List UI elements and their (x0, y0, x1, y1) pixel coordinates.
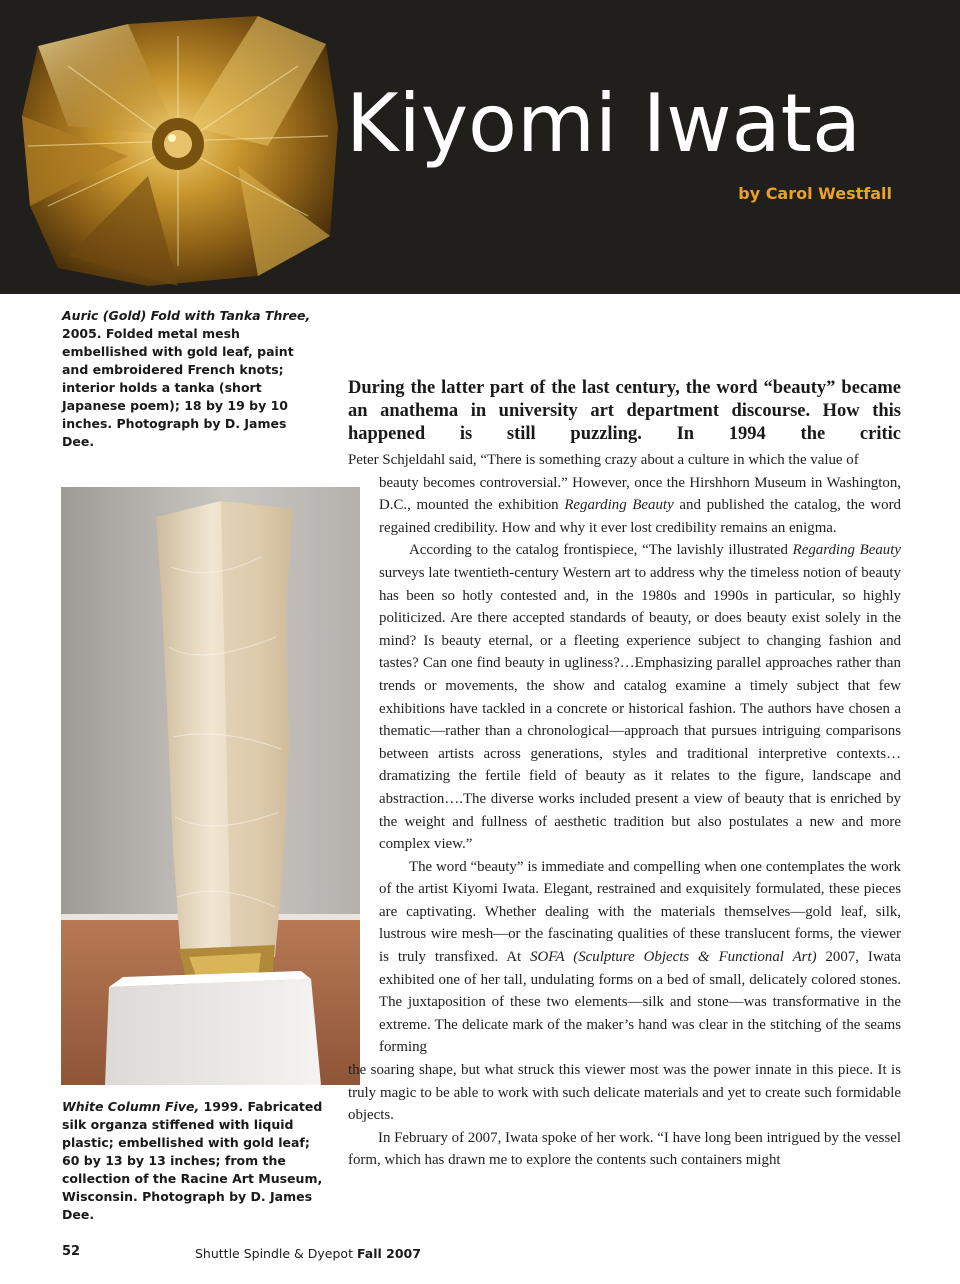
caption-text: 2005. Folded metal mesh embellished with gold leaf, paint and embroidered French knots; interior holds a tanka (short Japanese poem); 18 by 19 by 10 inches. Photograph by D. James Dee. (62, 326, 294, 449)
publication-name: Shuttle Spindle & Dyepot (195, 1246, 353, 1261)
exhibition-title: Regarding Beauty (564, 497, 674, 514)
body-paragraph (348, 449, 901, 472)
article-byline: by Carol Westfall (738, 184, 892, 203)
body-paragraph (379, 472, 901, 540)
article-body (348, 449, 901, 1172)
body-text: According to the catalog frontispiece, “The lavishly illustrated (409, 542, 793, 559)
body-text: The word “beauty” is immediate and compelling when one contemplates the work of the artist Kiyomi Iwata. Elegant, restrained and exquisitely formulated, these pieces are captivating. Whether dealing with the materials themselves—gold leaf, silk, lustrous wire mesh—or the fascinating qualities of these translucent forms, the viewer is truly transfixed. At (379, 858, 901, 966)
body-paragraph (348, 1127, 901, 1172)
white-column-photo (61, 487, 360, 1085)
event-title: SOFA (Sculpture Objects & Functional Art) (530, 949, 817, 966)
body-paragraph (379, 856, 901, 1059)
body-paragraph (348, 1059, 901, 1127)
image-caption-gold-fold (62, 307, 312, 451)
catalog-title: Regarding Beauty (792, 542, 901, 559)
caption-text: 1999. Fabricated silk organza stiffened with liquid plastic; embellished with gold leaf; 60 by 13 by 13 inches; from the collection of the Racine Art Museum, Wisconsin. Photograph by D. James Dee. (62, 1099, 323, 1222)
body-text: surveys late twentieth-century Western art to address why the timeless notion of beauty has been so hotly contested and, in the 1980s and 1990s in particular, so highly politicized. Are there accepted standards of beauty, or does beauty exist solely in the mind? Is beauty eternal, or a fleeting experience subject to changing fashion and tastes? Can one find beauty in ugliness?…Emphasizing parallel approaches rather than trends or movements, the show and catalog examine a timely subject that few exhibitions have tackled in a concrete or historical fashion. The authors have chosen a thematic—rather than a chronological—approach that pursues intriguing comparisons between artists across generations, styles and traditional interpretive contexts…dramatizing the fertile field of beauty as it relates to the figure, landscape and abstraction….The diverse works included present a view of beauty that is enriched by the weight and fullness of aesthetic tradition but also postulates a new and more complex view.” (379, 564, 901, 853)
body-line: Peter Schjeldahl said, “There is something crazy about a culture in which the value of (348, 452, 859, 468)
lead-text: During the latter part of the last century, the word “beauty” became an anathema in university art department discourse. How this happened is still puzzling. In 1994 the critic (348, 378, 901, 444)
auric-gold-fold-photo (8, 6, 348, 292)
header-banner (0, 0, 960, 294)
image-caption-white-column (62, 1098, 327, 1224)
footer-publication (195, 1246, 421, 1261)
body-text: 2007, Iwata exhibited one of her tall, undulating forms on a bed of small, delicately colored stones. The juxtaposition of these two elements—silk and stone—was transformative in the extreme. The delicate mark of the maker’s hand was clear in the stitching of the seams forming (379, 949, 901, 1056)
issue-label: Fall 2007 (356, 1246, 421, 1261)
caption-title: White Column Five, (62, 1099, 200, 1114)
caption-title: Auric (Gold) Fold with Tanka Three, (62, 308, 311, 323)
body-text: the soaring shape, but what struck this viewer most was the power innate in this piece. It is truly magic to be able to work with such delicate materials and yet to create such formidable objects. (348, 1062, 901, 1124)
article-title: Kiyomi Iwata (346, 77, 861, 170)
body-text: In February of 2007, Iwata spoke of her work. “I have long been intrigued by the vessel form, which has drawn me to explore the contents such containers might (348, 1129, 901, 1169)
page-number: 52 (62, 1244, 81, 1259)
lead-paragraph (348, 377, 901, 446)
body-paragraph (379, 539, 901, 855)
body-text: and published the catalog, the word regained credibility. How and why it ever lost credibility remains an enigma. (379, 497, 901, 536)
body-text: beauty becomes controversial.” However, once the Hirshhorn Museum in Washington, D.C., mounted the exhibition (379, 474, 901, 514)
